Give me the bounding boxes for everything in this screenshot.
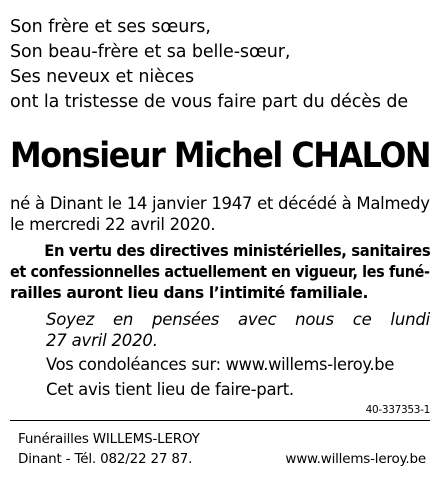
- condolence-wish: [46, 309, 430, 351]
- condolence-wish-line-2: 27 avril 2020.: [46, 331, 158, 350]
- funeral-directive: [10, 241, 430, 304]
- condolences-online: Vos condoléances sur: www.willems-leroy.be: [46, 355, 395, 374]
- intro-line-nephews-nieces: Ses neveux et nièces: [10, 67, 194, 87]
- funeral-home-name: Funérailles WILLEMS-LEROY: [18, 431, 200, 447]
- funeral-home-contact: Dinant - Tél. 082/22 27 87.: [18, 451, 193, 467]
- condolence-wish-line-1: Soyez en pensées avec nous ce lundi: [46, 310, 430, 329]
- family-intro: [10, 15, 408, 115]
- directive-line-3: railles auront lieu dans l’intimité familiale.: [10, 284, 368, 302]
- intro-line-announcement: ont la tristesse de vous faire part du décès de: [10, 92, 409, 112]
- intro-line-siblings: Son frère et ses sœurs,: [10, 17, 211, 37]
- birth-death-details: [10, 193, 430, 235]
- deceased-name: Monsieur Michel CHALON: [10, 136, 431, 176]
- directive-line-2: et confessionnelles actuellement en vigueur, les funé-: [10, 263, 430, 281]
- intro-line-in-laws: Son beau-frère et sa belle-sœur,: [10, 42, 291, 62]
- birth-death-line-2: le mercredi 22 avril 2020.: [10, 215, 216, 234]
- birth-death-line-1: né à Dinant le 14 janvier 1947 et décédé à Malmedy: [10, 194, 430, 213]
- directive-line-1: En vertu des directives ministérielles, sanitaires: [44, 242, 431, 260]
- notice-statement: Cet avis tient lieu de faire-part.: [46, 380, 294, 399]
- funeral-home-website: www.willems-leroy.be: [285, 451, 426, 467]
- obituary-notice: [10, 0, 430, 479]
- reference-number: 40-337353-1: [365, 404, 430, 416]
- footer-divider: [10, 420, 430, 421]
